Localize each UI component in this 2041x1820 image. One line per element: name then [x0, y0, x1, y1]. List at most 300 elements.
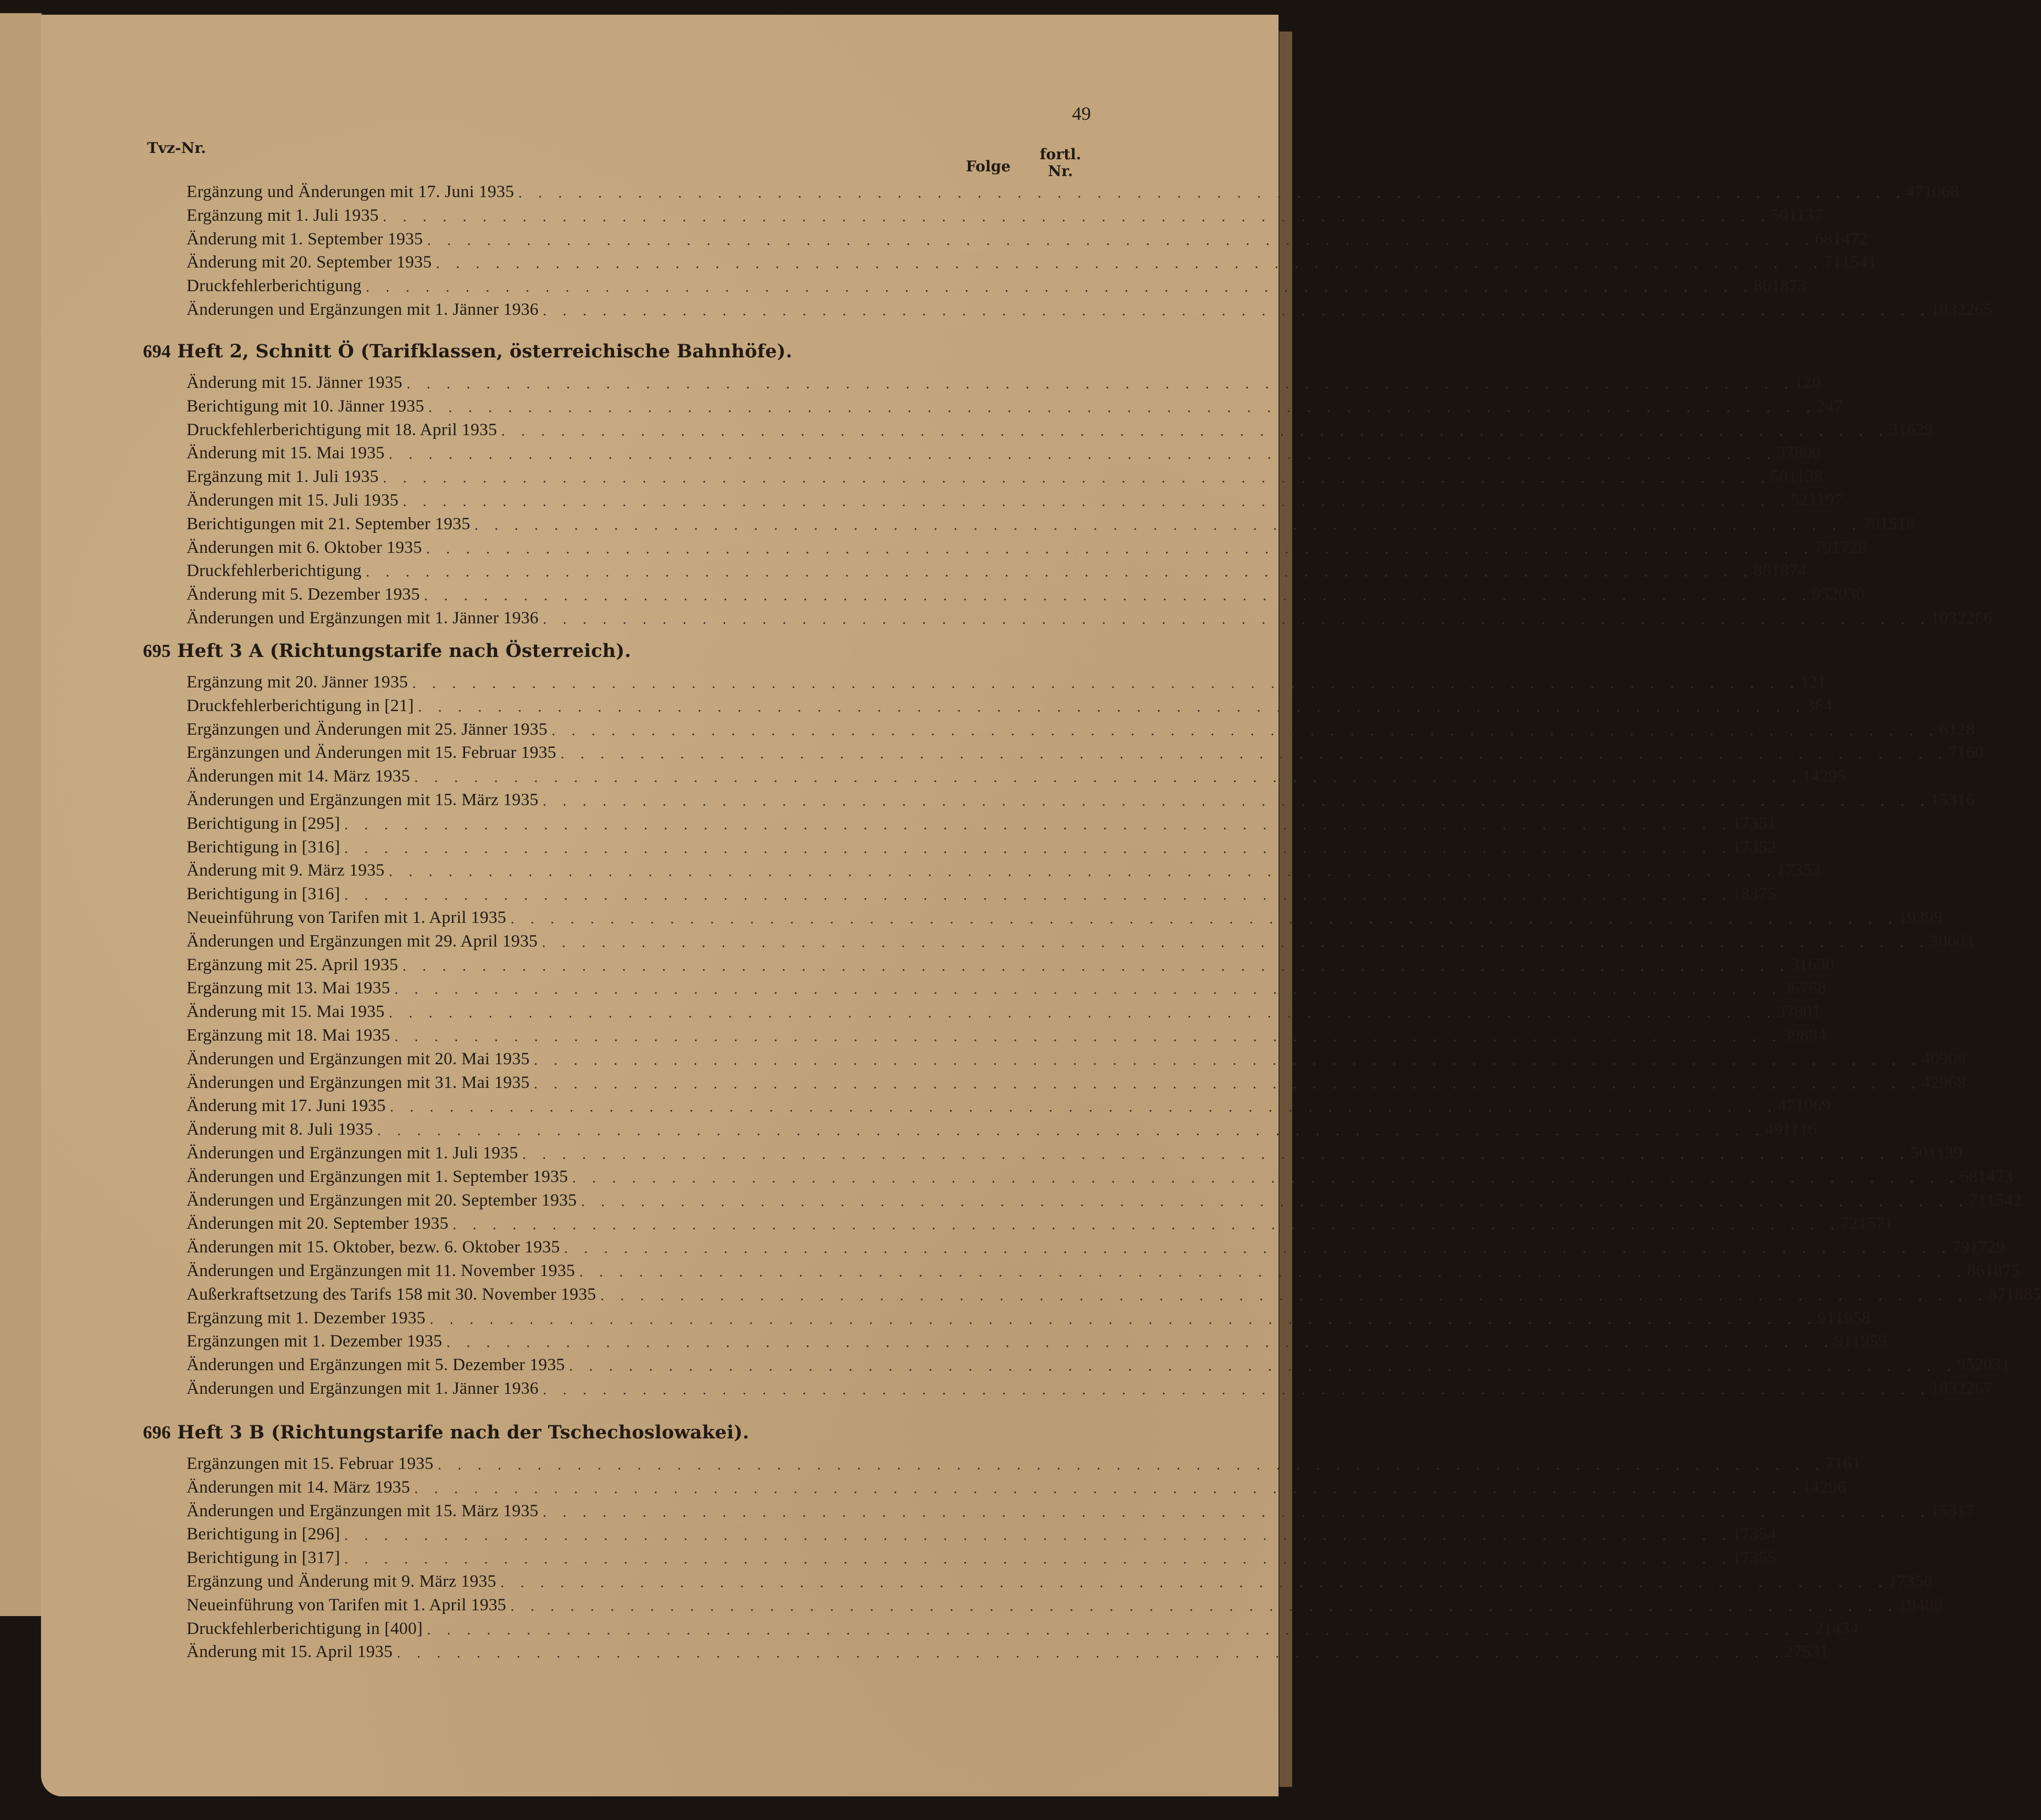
entry-folge: 52 [1790, 491, 1809, 510]
index-entry [187, 581, 1865, 604]
entry-label: Änderung mit 8. Juli 1935 [187, 1120, 373, 1139]
index-entry [187, 605, 1993, 628]
section-number: 694 [143, 341, 171, 362]
entry-label: Änderungen und Ergänzungen mit 11. November 1935 [187, 1261, 575, 1280]
column-header-fortl-line2: Nr. [1048, 162, 1073, 180]
entry-label: Änderung mit 17. Juni 1935 [187, 1096, 386, 1116]
entry-folge: 49 [1765, 1120, 1783, 1139]
entry-folge: 6 [1939, 719, 1949, 739]
entry-fortl-nr: 1958 [1835, 1308, 1871, 1328]
index-entry [187, 1545, 1777, 1568]
index-entry [187, 739, 1984, 763]
section-number: 695 [143, 641, 171, 661]
entry-fortl-nr: 2030 [1829, 585, 1865, 604]
entry-fortl-nr: 400 [1916, 1595, 1943, 1615]
column-header-fortl-nr [1034, 146, 1087, 180]
entry-fortl-nr: 968 [1939, 1073, 1966, 1092]
index-entry [187, 1046, 1966, 1069]
index-entry [187, 1210, 1894, 1233]
entry-label: Druckfehlerberichtigung in [400] [187, 1619, 423, 1638]
entry-fortl-nr: 161 [1834, 1454, 1861, 1473]
entry-folge: 79 [1814, 538, 1832, 557]
dot-leader: . . . . . . . . . . . . . . . . . . . . . . . . . . . . . . . . . . . . . . . . . . . . . . . . . . . . . . . . . . . . . . . . . . . . . . [344, 887, 1733, 904]
entry-folge: 31 [1790, 955, 1808, 974]
dot-leader: . . . . . . . . . . . . . . . . . . . . . . . . . . . . . . . . . . . . . . . . . . . . . . . . . . . . . . . . . . . . . . . . . . . . . . [551, 722, 1940, 739]
index-entry [187, 834, 1777, 857]
section-title: Heft 3 B (Richtungstarife nach der Tschechoslowakei). [177, 1422, 749, 1443]
entry-fortl-nr: 352 [1749, 837, 1777, 857]
index-entry [187, 249, 1877, 272]
entry-label: Änderungen und Ergänzungen mit 29. April 1935 [187, 931, 538, 951]
entry-folge: 36 [1782, 979, 1800, 998]
entry-fortl-nr: 1138 [1788, 467, 1823, 487]
entry-fortl-nr: 1473 [1977, 1167, 2013, 1186]
entry-fortl-nr: 1873 [1771, 276, 1807, 296]
entry-label: Änderungen mit 14. März 1935 [187, 1477, 410, 1497]
dot-leader: . . . . . . . . . . . . . . . . . . . . . . . . . . . . . . . . . . . . . . . . . . . . . . . . . . . . . . . . . . . . . . . . . . . . . . [579, 1264, 1967, 1280]
entry-folge: 14 [1802, 1477, 1820, 1497]
dot-leader: . . . . . . . . . . . . . . . . . . . . . . . . . . . . . . . . . . . . . . . . . . . . . . . . . . . . . . . . . . . . . . . . . . . . . . [394, 981, 1782, 998]
index-entry [187, 904, 1943, 928]
entry-fortl-nr: 296 [1820, 1477, 1847, 1497]
dot-leader: . . . . . . . . . . . . . . . . . . . . . . . . . . . . . . . . . . . . . . . . . . . . . . . . . . . . . . . . . . . . . . . . . . . . . . [522, 1146, 1910, 1163]
dot-leader: . . . . . . . . . . . . . . . . . . . . . . . . . . . . . . . . . . . . . . . . . . . . . . . . . . . . . . . . . . . . . . . . . . . . . . [388, 1005, 1777, 1022]
index-entry [187, 179, 1960, 202]
index-entry [187, 975, 1827, 998]
dot-leader: . . . . . . . . . . . . . . . . . . . . . . . . . . . . . . . . . . . . . . . . . . . . . . . . . . . . . . . . . . . . . . . . . . . . . . [436, 255, 1824, 272]
dot-leader: . . . . . . . . . . . . . . . . . . . . . . . . . . . . . . . . . . . . . . . . . . . . . . . . . . . . . . . . . . . . . . . . . . . . . . [344, 816, 1733, 833]
entry-fortl-nr: 1571 [1858, 1214, 1894, 1233]
entry-folge: 17 [1732, 1548, 1750, 1568]
dot-leader: . . . . . . . . . . . . . . . . . . . . . . . . . . . . . . . . . . . . . . . . . . . . . . . . . . . . . . . . . . . . . . . . . . . . . . [560, 746, 1949, 763]
entry-folge: 19 [1898, 908, 1916, 927]
entry-fortl-nr: 629 [1906, 420, 1933, 439]
entry-folge: 39 [1782, 1026, 1800, 1045]
index-entry [187, 1281, 2041, 1304]
dot-leader: . . . . . . . . . . . . . . . . . . . . . . . . . . . . . . . . . . . . . . . . . . . . . . . . . . . . . . . . . . . . . . . . . . . . . . [414, 1480, 1802, 1497]
entry-fortl-nr: 909 [1939, 1049, 1966, 1068]
dot-leader: . . . . . . . . . . . . . . . . . . . . . . . . . . . . . . . . . . . . . . . . . . . . . . . . . . . . . . . . . . . . . . . . . . . . . . [427, 232, 1815, 249]
entry-label: Ergänzung und Änderung mit 9. März 1935 [187, 1572, 497, 1591]
dot-leader: . . . . . . . . . . . . . . . . . . . . . . . . . . . . . . . . . . . . . . . . . . . . . . . . . . . . . . . . . . . . . . . . . . . . . . [600, 1287, 1988, 1304]
dot-leader: . . . . . . . . . . . . . . . . . . . . . . . . . . . . . . . . . . . . . . . . . . . . . . . . . . . . . . . . . . . . . . . . . . . . . . [402, 958, 1790, 974]
index-entry [187, 1352, 2010, 1375]
dot-leader: . . . . . . . . . . . . . . . . . . . . . . . . . . . . . . . . . . . . . . . . . . . . . . . . . . . . . . . . . . . . . . . . . . . . . . [388, 863, 1777, 880]
index-entry [187, 202, 1823, 225]
entry-folge: 86 [1754, 561, 1771, 581]
page-number: 49 [1072, 103, 1091, 124]
dot-leader: . . . . . . . . . . . . . . . . . . . . . . . . . . . . . . . . . . . . . . . . . . . . . . . . . . . . . . . . . . . . . . . . . . . . . . [344, 1527, 1733, 1544]
dot-leader: . . . . . . . . . . . . . . . . . . . . . . . . . . . . . . . . . . . . . . . . . . . . . . . . . . . . . . . . . . . . . . . . . . . . . . [406, 376, 1795, 392]
entry-fortl-nr: 351 [1749, 814, 1777, 833]
index-entry [187, 928, 1974, 951]
dot-leader: . . . . . . . . . . . . . . . . . . . . . . . . . . . . . . . . . . . . . . . . . . . . . . . . . . . . . . . . . . . . . . . . . . . . . . [543, 611, 1931, 628]
index-entry [187, 1305, 1871, 1328]
dot-leader: . . . . . . . . . . . . . . . . . . . . . . . . . . . . . . . . . . . . . . . . . . . . . . . . . . . . . . . . . . . . . . . . . . . . . . [500, 1575, 1889, 1591]
entry-fortl-nr: 1541 [1841, 253, 1877, 272]
entry-folge: 95 [1957, 1355, 1975, 1375]
entry-folge: 87 [1988, 1284, 2006, 1304]
entry-label: Änderung mit 20. September 1935 [187, 253, 432, 272]
index-entry [187, 1639, 1829, 1662]
dot-leader: . . . . . . . . . . . . . . . . . . . . . . . . . . . . . . . . . . . . . . . . . . . . . . . . . . . . . . . . . . . . . . . . . . . . . . [437, 1457, 1826, 1473]
entry-fortl-nr: 21 [1809, 673, 1827, 692]
entry-folge: 40 [1921, 1049, 1940, 1068]
entry-label: Änderungen und Ergänzungen mit 1. Jänner 1936 [187, 1379, 539, 1398]
entry-label: Berichtigung in [317] [187, 1548, 341, 1568]
entry-fortl-nr: 354 [1749, 1525, 1777, 1544]
entry-folge: 47 [1906, 182, 1924, 201]
entry-label: Ergänzung mit 25. April 1935 [187, 955, 398, 974]
index-entry [187, 1164, 2013, 1187]
index-entry [187, 1258, 2021, 1281]
index-entry [187, 440, 1821, 463]
entry-label: Änderung mit 15. April 1935 [187, 1642, 393, 1662]
entry-label: Ergänzungen und Änderungen mit 25. Jänner 1935 [187, 719, 548, 739]
entry-folge: 72 [1840, 1214, 1858, 1233]
entry-folge: 70 [1862, 514, 1880, 533]
section-heading [143, 1422, 749, 1443]
entry-fortl-nr: 768 [1800, 979, 1827, 998]
dot-leader: . . . . . . . . . . . . . . . . . . . . . . . . . . . . . . . . . . . . . . . . . . . . . . . . . . . . . . . . . . . . . . . . . . . . . . [542, 1504, 1931, 1520]
entry-label: Ergänzung mit 1. Juli 1935 [187, 467, 379, 487]
index-entry [187, 1070, 1966, 1093]
index-entry [187, 1093, 1831, 1116]
entry-label: Berichtigung in [316] [187, 837, 341, 857]
entry-fortl-nr: 1518 [1880, 514, 1915, 533]
index-entry [187, 417, 1933, 440]
entry-fortl-nr: 2265 [1957, 300, 1993, 319]
entry-fortl-nr: 399 [1916, 908, 1943, 927]
entry-fortl-nr: 128 [1948, 719, 1975, 739]
dot-leader: . . . . . . . . . . . . . . . . . . . . . . . . . . . . . . . . . . . . . . . . . . . . . . . . . . . . . . . . . . . . . . . . . . . . . . [344, 840, 1733, 857]
entry-folge: 91 [1817, 1308, 1836, 1328]
index-entry [187, 1521, 1777, 1544]
dot-leader: . . . . . . . . . . . . . . . . . . . . . . . . . . . . . . . . . . . . . . . . . . . . . . . . . . . . . . . . . . . . . . . . . . . . . . [543, 1382, 1931, 1398]
entry-label: Änderungen und Ergänzungen mit 1. Jänner 1936 [187, 300, 539, 319]
entry-label: Berichtigungen mit 21. September 1935 [187, 514, 470, 533]
entry-label: Ergänzungen und Änderungen mit 15. Februar 1935 [187, 743, 556, 763]
entry-label: Änderungen und Ergänzungen mit 5. Dezember 1935 [187, 1355, 565, 1375]
entry-folge: 68 [1815, 229, 1833, 249]
entry-fortl-nr: 2267 [1957, 1379, 1993, 1398]
index-entry [187, 763, 1847, 786]
entry-fortl-nr: 1068 [1923, 182, 1960, 201]
entry-folge: 31 [1889, 420, 1907, 439]
entry-folge: 19 [1898, 1595, 1916, 1615]
dot-leader: . . . . . . . . . . . . . . . . . . . . . . . . . . . . . . . . . . . . . . . . . . . . . . . . . . . . . . . . . . . . . . . . . . . . . . [390, 1099, 1778, 1116]
dot-leader: . . . . . . . . . . . . . . . . . . . . . . . . . . . . . . . . . . . . . . . . . . . . . . . . . . . . . . . . . . . . . . . . . . . . . . [564, 1240, 1952, 1257]
entry-fortl-nr: 800 [1794, 444, 1821, 463]
entry-folge: 86 [1754, 276, 1771, 296]
dot-leader: . . . . . . . . . . . . . . . . . . . . . . . . . . . . . . . . . . . . . . . . . . . . . . . . . . . . . . . . . . . . . . . . . . . . . . [426, 540, 1815, 557]
entry-label: Änderungen und Ergänzungen mit 1. September 1935 [187, 1167, 568, 1186]
index-entry [187, 1328, 1888, 1351]
entry-fortl-nr: 1959 [1852, 1332, 1888, 1351]
entry-label: Außerkraftsetzung des Tarifs 158 mit 30. November 1935 [187, 1284, 596, 1304]
entry-fortl-nr: 1472 [1832, 229, 1868, 249]
entry-folge: 50 [1770, 205, 1789, 225]
entry-folge: 50 [1770, 467, 1789, 487]
column-header-tvz: Tvz-Nr. [147, 139, 207, 157]
entry-folge: 7 [1948, 743, 1957, 763]
entry-fortl-nr: 295 [1820, 767, 1847, 786]
entry-fortl-nr: 1542 [1986, 1190, 2022, 1210]
index-entry [187, 1568, 1933, 1591]
index-entry [187, 273, 1807, 296]
dot-leader: . . . . . . . . . . . . . . . . . . . . . . . . . . . . . . . . . . . . . . . . . . . . . . . . . . . . . . . . . . . . . . . . . . . . . . [533, 1052, 1922, 1068]
dot-leader: . . . . . . . . . . . . . . . . . . . . . . . . . . . . . . . . . . . . . . . . . . . . . . . . . . . . . . . . . . . . . . . . . . . . . . [581, 1193, 1969, 1210]
entry-fortl-nr: 160 [1957, 743, 1984, 763]
dot-leader: . . . . . . . . . . . . . . . . . . . . . . . . . . . . . . . . . . . . . . . . . . . . . . . . . . . . . . . . . . . . . . . . . . . . . . [501, 423, 1889, 439]
index-entry [187, 669, 1827, 692]
entry-fortl-nr: 1875 [1984, 1261, 2021, 1280]
index-entry [187, 1616, 1859, 1639]
index-entry [187, 857, 1821, 880]
entry-label: Änderungen und Ergänzungen mit 31. Mai 1935 [187, 1073, 530, 1092]
entry-label: Neueinführung von Tarifen mit 1. April 1935 [187, 1595, 507, 1615]
dot-leader: . . . . . . . . . . . . . . . . . . . . . . . . . . . . . . . . . . . . . . . . . . . . . . . . . . . . . . . . . . . . . . . . . . . . . . [397, 1645, 1785, 1662]
index-entry [187, 810, 1777, 834]
entry-folge: 17 [1776, 861, 1795, 880]
index-entry [187, 1474, 1847, 1497]
dot-leader: . . . . . . . . . . . . . . . . . . . . . . . . . . . . . . . . . . . . . . . . . . . . . . . . . . . . . . . . . . . . . . . . . . . . . . [394, 1029, 1782, 1045]
entry-label: Änderung mit 15. Mai 1935 [187, 444, 385, 463]
index-entry [187, 952, 1834, 975]
entry-label: Ergänzung mit 20. Jänner 1935 [187, 673, 408, 692]
entry-fortl-nr: 2031 [1974, 1355, 2010, 1375]
index-entry [187, 1116, 1817, 1139]
dot-leader: . . . . . . . . . . . . . . . . . . . . . . . . . . . . . . . . . . . . . . . . . . . . . . . . . . . . . . . . . . . . . . . . . . . . . . [383, 470, 1771, 487]
entry-folge: 79 [1952, 1238, 1970, 1257]
entry-folge: 17 [1732, 1525, 1750, 1544]
entry-fortl-nr: 531 [1802, 1642, 1829, 1662]
entry-label: Änderungen und Ergänzungen mit 20. September 1935 [187, 1190, 577, 1210]
dot-leader: . . . . . . . . . . . . . . . . . . . . . . . . . . . . . . . . . . . . . . . . . . . . . . . . . . . . . . . . . . . . . . . . . . . . . . [427, 1621, 1815, 1638]
entry-label: Änderungen und Ergänzungen mit 15. März 1935 [187, 790, 539, 809]
entry-label: Druckfehlerberichtigung [187, 561, 362, 581]
entry-fortl-nr: 1885 [2006, 1284, 2041, 1304]
entry-fortl-nr: 1874 [1771, 561, 1807, 581]
entry-fortl-nr: 47 [1825, 396, 1843, 416]
entry-folge: 30 [1930, 931, 1947, 951]
entry-folge: 91 [1834, 1332, 1852, 1351]
dot-leader: . . . . . . . . . . . . . . . . . . . . . . . . . . . . . . . . . . . . . . . . . . . . . . . . . . . . . . . . . . . . . . . . . . . . . . [403, 493, 1791, 510]
facing-page-edge [0, 13, 42, 1616]
entry-label: Änderungen mit 20. September 1935 [187, 1214, 449, 1233]
entry-fortl-nr: 355 [1749, 1548, 1777, 1568]
entry-label: Berichtigung mit 10. Jänner 1935 [187, 396, 425, 416]
index-entry [187, 558, 1807, 581]
entry-fortl-nr: 1069 [1795, 1096, 1831, 1116]
dot-leader: . . . . . . . . . . . . . . . . . . . . . . . . . . . . . . . . . . . . . . . . . . . . . . . . . . . . . . . . . . . . . . . . . . . . . . [572, 1169, 1960, 1186]
entry-label: Änderungen und Ergänzungen mit 1. Jänner 1936 [187, 609, 539, 628]
entry-folge: 21 [1815, 1619, 1833, 1638]
index-entry [187, 787, 1975, 810]
entry-folge: 7 [1825, 1454, 1834, 1473]
entry-label: Änderung mit 15. Mai 1935 [187, 1002, 385, 1022]
dot-leader: . . . . . . . . . . . . . . . . . . . . . . . . . . . . . . . . . . . . . . . . . . . . . . . . . . . . . . . . . . . . . . . . . . . . . . [388, 446, 1777, 463]
entry-folge: 103 [1931, 1379, 1957, 1398]
dot-leader: . . . . . . . . . . . . . . . . . . . . . . . . . . . . . . . . . . . . . . . . . . . . . . . . . . . . . . . . . . . . . . . . . . . . . . [366, 564, 1754, 581]
entry-fortl-nr: 375 [1749, 885, 1777, 904]
dot-leader: . . . . . . . . . . . . . . . . . . . . . . . . . . . . . . . . . . . . . . . . . . . . . . . . . . . . . . . . . . . . . . . . . . . . . . [418, 698, 1806, 715]
dot-leader: . . . . . . . . . . . . . . . . . . . . . . . . . . . . . . . . . . . . . . . . . . . . . . . . . . . . . . . . . . . . . . . . . . . . . . [533, 1075, 1922, 1092]
entry-folge: 27 [1785, 1642, 1802, 1662]
entry-label: Ergänzung mit 13. Mai 1935 [187, 979, 390, 998]
entry-label: Änderungen mit 6. Oktober 1935 [187, 538, 422, 557]
index-entry [187, 1187, 2022, 1210]
dot-leader: . . . . . . . . . . . . . . . . . . . . . . . . . . . . . . . . . . . . . . . . . . . . . . . . . . . . . . . . . . . . . . . . . . . . . . [510, 911, 1899, 927]
entry-fortl-nr: 64 [1815, 696, 1833, 715]
index-entry [187, 464, 1823, 487]
index-entry [187, 1498, 1975, 1521]
entry-label: Änderungen mit 14. März 1935 [187, 767, 410, 786]
entry-folge: 15 [1930, 1501, 1949, 1520]
entry-label: Ergänzung mit 18. Mai 1935 [187, 1026, 390, 1045]
entry-fortl-nr: 316 [1948, 790, 1975, 809]
entry-label: Druckfehlerberichtigung [187, 276, 362, 296]
entry-fortl-nr: 20 [1803, 373, 1821, 392]
entry-fortl-nr: 434 [1832, 1619, 1859, 1638]
index-entry [187, 1022, 1827, 1045]
entry-folge: 50 [1910, 1144, 1928, 1163]
entry-fortl-nr: 1116 [1782, 1120, 1817, 1139]
dot-leader: . . . . . . . . . . . . . . . . . . . . . . . . . . . . . . . . . . . . . . . . . . . . . . . . . . . . . . . . . . . . . . . . . . . . . . [446, 1334, 1834, 1351]
entry-folge: 71 [1823, 253, 1842, 272]
entry-fortl-nr: 1728 [1831, 538, 1867, 557]
entry-label: Änderung mit 1. September 1935 [187, 229, 423, 249]
entry-folge: 37 [1776, 444, 1795, 463]
entry-fortl-nr: 1729 [1970, 1238, 2005, 1257]
dot-leader: . . . . . . . . . . . . . . . . . . . . . . . . . . . . . . . . . . . . . . . . . . . . . . . . . . . . . . . . . . . . . . . . . . . . . . [412, 675, 1800, 692]
index-entry [187, 1140, 1963, 1163]
section-title: Heft 3 A (Richtungstarife nach Österreich). [177, 640, 632, 662]
dot-leader: . . . . . . . . . . . . . . . . . . . . . . . . . . . . . . . . . . . . . . . . . . . . . . . . . . . . . . . . . . . . . . . . . . . . . . [377, 1123, 1765, 1139]
entry-label: Änderung mit 15. Jänner 1935 [187, 373, 403, 392]
entry-label: Ergänzung mit 1. Dezember 1935 [187, 1308, 426, 1328]
entry-label: Änderung mit 5. Dezember 1935 [187, 585, 420, 604]
entry-fortl-nr: 1137 [1788, 205, 1823, 225]
index-entry [187, 487, 1843, 510]
index-entry [187, 881, 1777, 904]
entry-folge: 1 [1794, 373, 1803, 392]
entry-fortl-nr: 1197 [1808, 491, 1843, 510]
dot-leader: . . . . . . . . . . . . . . . . . . . . . . . . . . . . . . . . . . . . . . . . . . . . . . . . . . . . . . . . . . . . . . . . . . . . . . [542, 934, 1930, 951]
entry-folge: 17 [1732, 837, 1750, 857]
dot-leader: . . . . . . . . . . . . . . . . . . . . . . . . . . . . . . . . . . . . . . . . . . . . . . . . . . . . . . . . . . . . . . . . . . . . . . [518, 185, 1906, 201]
section-heading [143, 640, 631, 662]
entry-label: Änderungen und Ergänzungen mit 15. März 1935 [187, 1501, 539, 1520]
entry-fortl-nr: 1139 [1927, 1144, 1963, 1163]
dot-leader: . . . . . . . . . . . . . . . . . . . . . . . . . . . . . . . . . . . . . . . . . . . . . . . . . . . . . . . . . . . . . . . . . . . . . . [383, 208, 1771, 225]
entry-folge: 71 [1968, 1190, 1987, 1210]
entry-folge: 103 [1931, 300, 1957, 319]
index-entry [187, 716, 1975, 739]
section-title: Heft 2, Schnitt Ö (Tarifklassen, österreichische Bahnhöfe). [177, 341, 792, 362]
entry-folge: 18 [1732, 885, 1750, 904]
entry-fortl-nr: 317 [1948, 1501, 1975, 1520]
dot-leader: . . . . . . . . . . . . . . . . . . . . . . . . . . . . . . . . . . . . . . . . . . . . . . . . . . . . . . . . . . . . . . . . . . . . . . [542, 793, 1931, 809]
index-entry [187, 296, 1993, 320]
column-header-folge: Folge [966, 158, 1011, 175]
dot-leader: . . . . . . . . . . . . . . . . . . . . . . . . . . . . . . . . . . . . . . . . . . . . . . . . . . . . . . . . . . . . . . . . . . . . . . [452, 1217, 1841, 1233]
dot-leader: . . . . . . . . . . . . . . . . . . . . . . . . . . . . . . . . . . . . . . . . . . . . . . . . . . . . . . . . . . . . . . . . . . . . . . [366, 279, 1754, 296]
index-entry [187, 693, 1833, 716]
entry-folge: 2 [1816, 396, 1826, 416]
index-entry [187, 1451, 1861, 1474]
section-number: 696 [143, 1422, 171, 1443]
index-entry [187, 999, 1821, 1022]
dot-leader: . . . . . . . . . . . . . . . . . . . . . . . . . . . . . . . . . . . . . . . . . . . . . . . . . . . . . . . . . . . . . . . . . . . . . . [424, 588, 1812, 604]
index-entry [187, 511, 1915, 534]
entry-label: Druckfehlerberichtigung mit 18. April 1935 [187, 420, 497, 439]
index-entry [187, 1375, 1993, 1399]
index-entry [187, 1592, 1943, 1615]
dot-leader: . . . . . . . . . . . . . . . . . . . . . . . . . . . . . . . . . . . . . . . . . . . . . . . . . . . . . . . . . . . . . . . . . . . . . . [510, 1598, 1899, 1615]
entry-label: Änderungen und Ergänzungen mit 20. Mai 1935 [187, 1049, 530, 1068]
entry-label: Druckfehlerberichtigung in [21] [187, 696, 414, 715]
section-heading [143, 341, 792, 362]
entry-label: Berichtigung in [316] [187, 885, 341, 904]
dot-leader: . . . . . . . . . . . . . . . . . . . . . . . . . . . . . . . . . . . . . . . . . . . . . . . . . . . . . . . . . . . . . . . . . . . . . . [344, 1551, 1733, 1568]
entry-fortl-nr: 801 [1794, 1002, 1821, 1022]
index-entry [187, 369, 1821, 393]
entry-label: Änderungen mit 15. Juli 1935 [187, 491, 399, 510]
column-header-fortl-line1: fortl. [1039, 146, 1081, 163]
entry-folge: 37 [1776, 1002, 1795, 1022]
entry-label: Ergänzung und Änderungen mit 17. Juni 1935 [187, 182, 514, 201]
dot-leader: . . . . . . . . . . . . . . . . . . . . . . . . . . . . . . . . . . . . . . . . . . . . . . . . . . . . . . . . . . . . . . . . . . . . . . [414, 769, 1802, 786]
entry-label: Ergänzungen mit 15. Februar 1935 [187, 1454, 434, 1473]
index-entry [187, 393, 1843, 416]
dot-leader: . . . . . . . . . . . . . . . . . . . . . . . . . . . . . . . . . . . . . . . . . . . . . . . . . . . . . . . . . . . . . . . . . . . . . . [569, 1358, 1957, 1375]
dot-leader: . . . . . . . . . . . . . . . . . . . . . . . . . . . . . . . . . . . . . . . . . . . . . . . . . . . . . . . . . . . . . . . . . . . . . . [474, 517, 1862, 533]
entry-folge: 103 [1931, 609, 1957, 628]
entry-label: Neueinführung von Tarifen mit 1. April 1935 [187, 908, 507, 927]
dot-leader: . . . . . . . . . . . . . . . . . . . . . . . . . . . . . . . . . . . . . . . . . . . . . . . . . . . . . . . . . . . . . . . . . . . . . . [428, 399, 1817, 416]
index-entry [187, 1234, 2005, 1257]
entry-fortl-nr: 630 [1808, 955, 1834, 974]
dot-leader: . . . . . . . . . . . . . . . . . . . . . . . . . . . . . . . . . . . . . . . . . . . . . . . . . . . . . . . . . . . . . . . . . . . . . . [543, 303, 1931, 319]
entry-label: Änderung mit 9. März 1935 [187, 861, 385, 880]
entry-label: Berichtigung in [295] [187, 814, 341, 833]
entry-folge: 42 [1921, 1073, 1940, 1092]
entry-fortl-nr: 356 [1906, 1572, 1933, 1591]
dot-leader: . . . . . . . . . . . . . . . . . . . . . . . . . . . . . . . . . . . . . . . . . . . . . . . . . . . . . . . . . . . . . . . . . . . . . . [429, 1311, 1818, 1328]
entry-fortl-nr: 353 [1794, 861, 1821, 880]
entry-folge: 86 [1967, 1261, 1985, 1280]
entry-label: Änderungen und Ergänzungen mit 1. Juli 1935 [187, 1144, 518, 1163]
index-entry [187, 534, 1867, 558]
entry-fortl-nr: 2266 [1957, 609, 1993, 628]
entry-folge: 3 [1806, 696, 1815, 715]
entry-folge: 15 [1930, 790, 1949, 809]
entry-fortl-nr: 884 [1800, 1026, 1827, 1045]
entry-label: Ergänzung mit 1. Juli 1935 [187, 205, 379, 225]
entry-folge: 14 [1802, 767, 1820, 786]
entry-fortl-nr: 603 [1947, 931, 1974, 951]
entry-folge: 68 [1960, 1167, 1978, 1186]
entry-folge: 17 [1888, 1572, 1906, 1591]
entry-label: Änderungen mit 15. Oktober, bezw. 6. Oktober 1935 [187, 1238, 560, 1257]
entry-folge: 1 [1800, 673, 1809, 692]
entry-folge: 17 [1732, 814, 1750, 833]
entry-folge: 47 [1778, 1096, 1796, 1116]
index-entry [187, 226, 1868, 249]
entry-label: Berichtigung in [296] [187, 1525, 341, 1544]
entry-folge: 95 [1812, 585, 1830, 604]
